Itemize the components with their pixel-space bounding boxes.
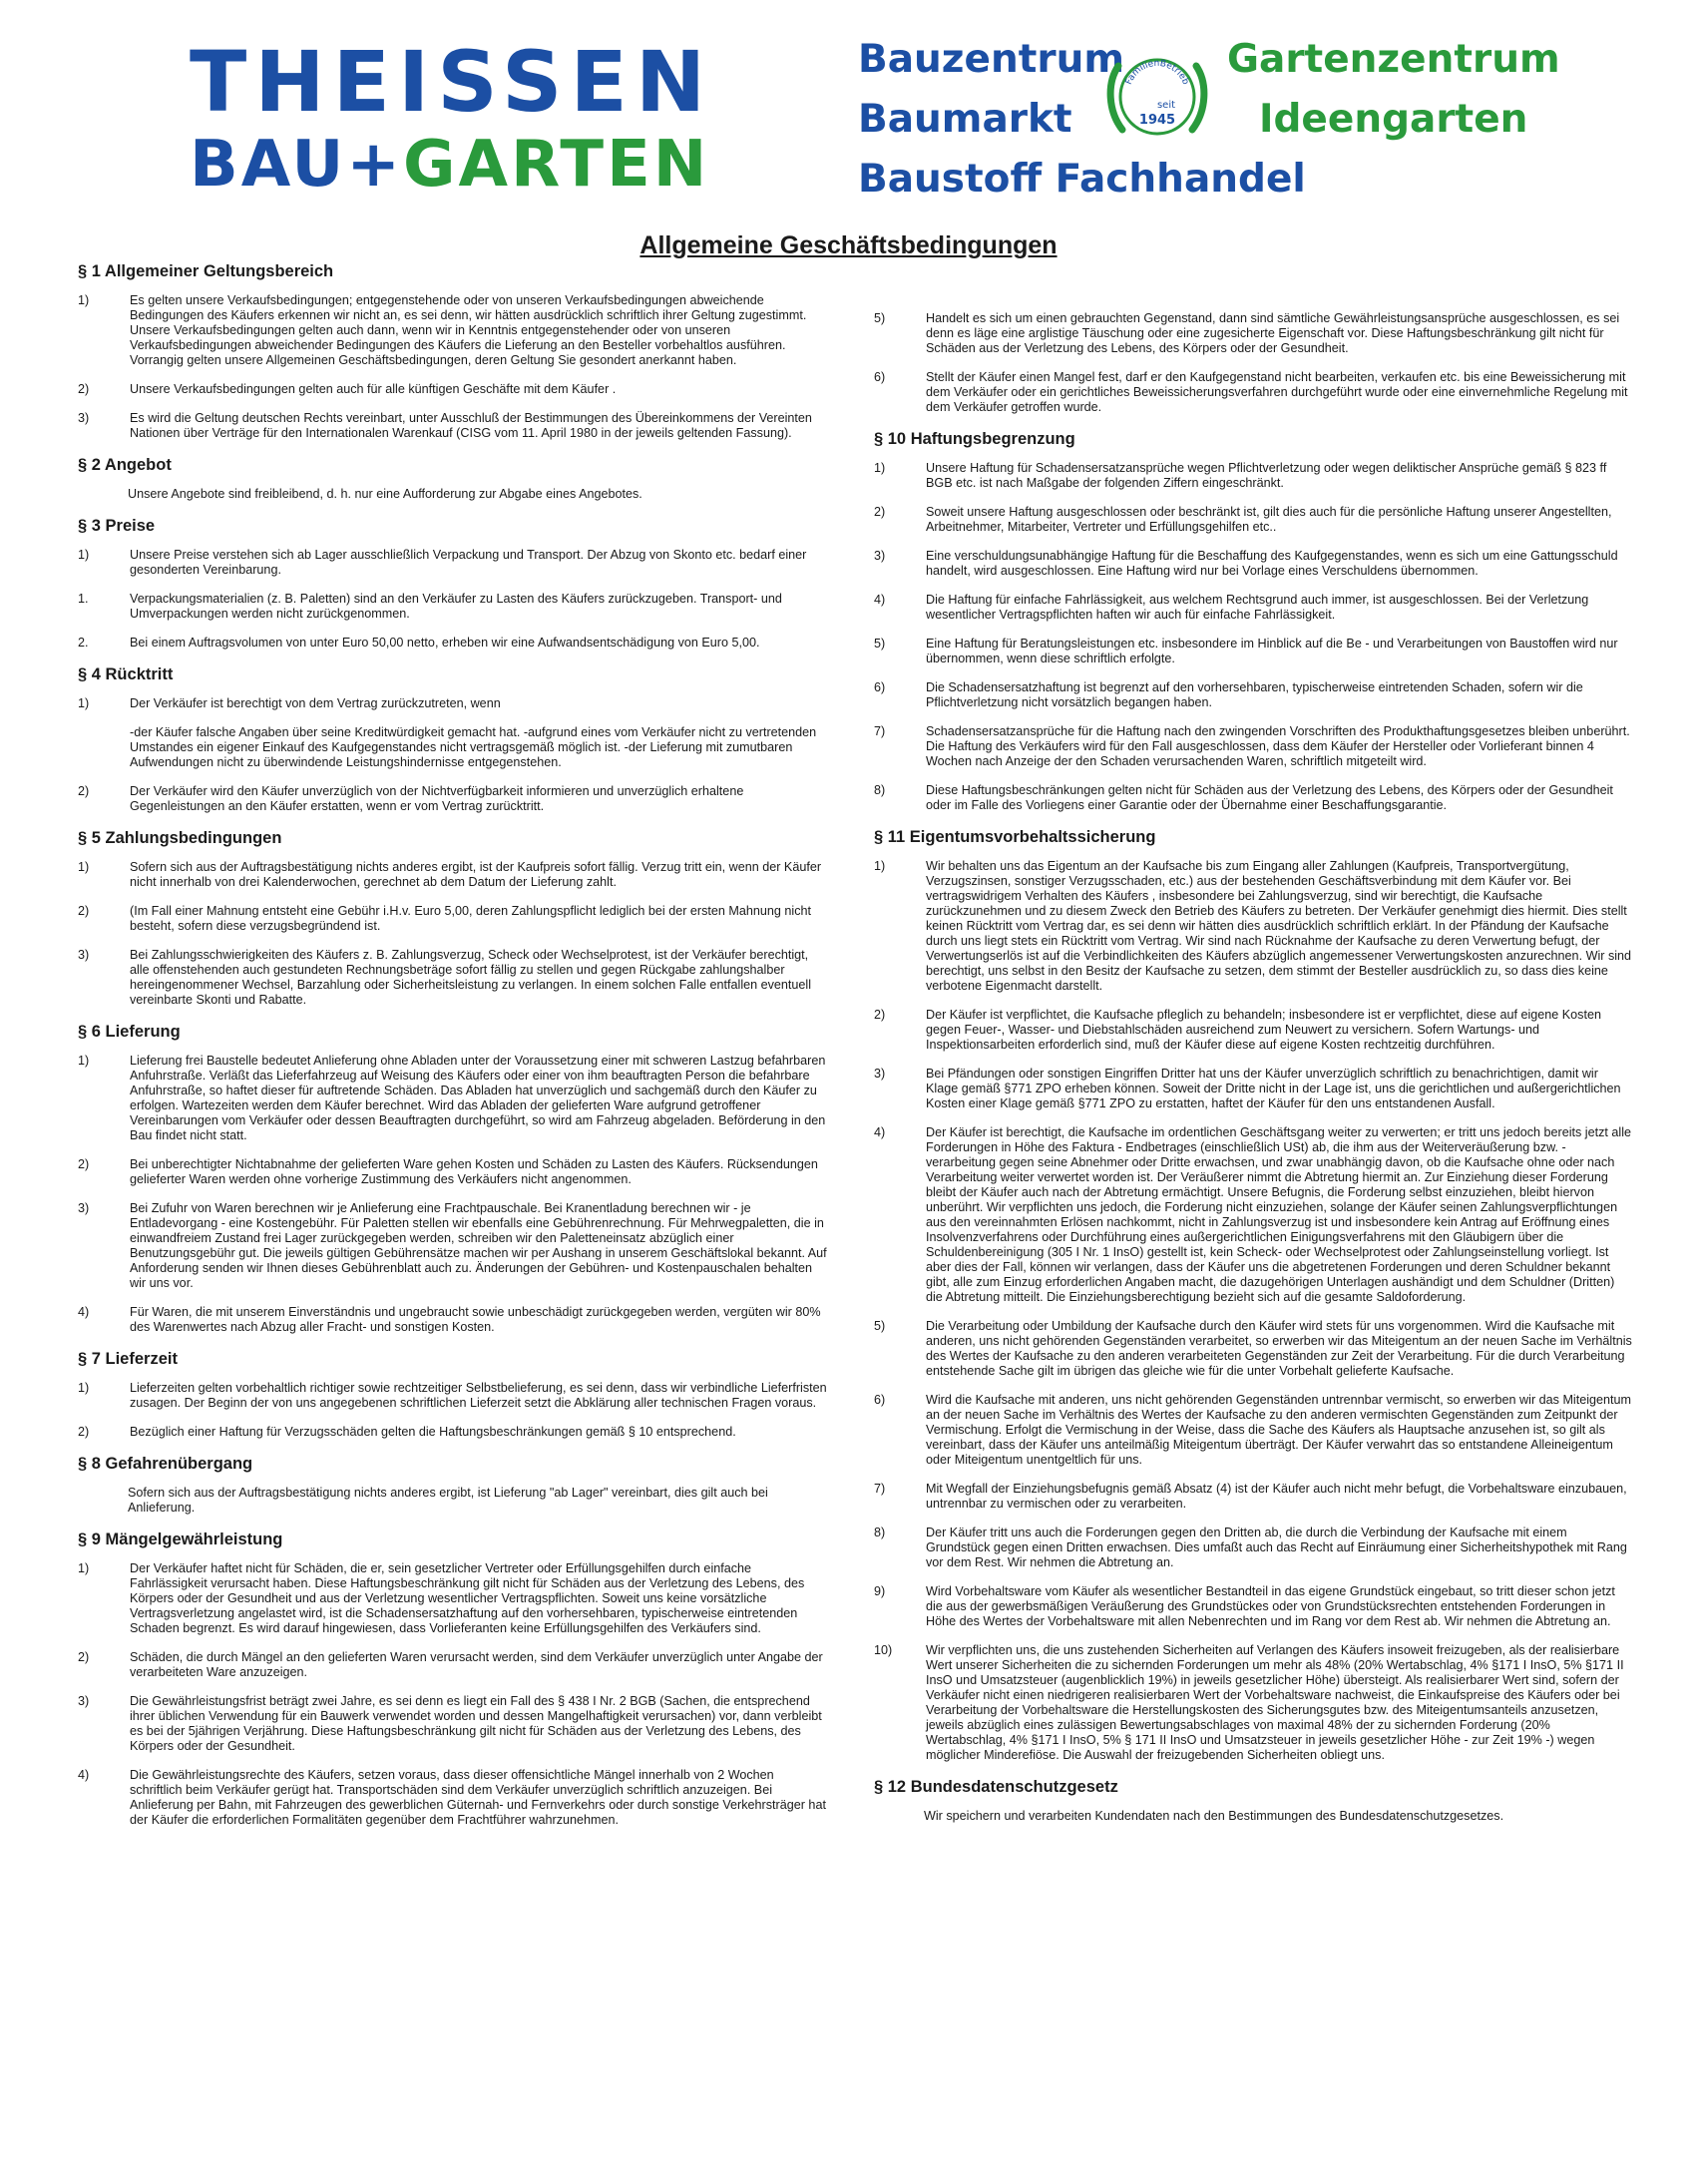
clause-text: Bei Zufuhr von Waren berechnen wir je Anlieferung eine Frachtpauschale. Bei Kranentladung berechnen wir - je Entladevorgang - eine Kostengebühr. Für Paletten stellen wir ebenfalls eine Gebührenrechnung. Für Mehrwegpaletten, die in einwandfreiem Zustand frei Lager zurückgegeben werden, schreiben wir den Paletteneinsatz abzüglich einer Benutzungsgebühr gut. Die jeweils gültigen Gebührensätze machen wir per Aushang in unserem Geschäftslokal bekannt. Auf Anforderung senden wir Ihnen dieses Gebührenblatt auch zu. Änderungen der Gebühren- und Kostenpauschalen behalten wir uns vor.	[130, 1201, 827, 1290]
document-title: Allgemeine Geschäftsbedingungen	[639, 231, 1058, 259]
clause-text: -der Käufer falsche Angaben über seine Kreditwürdigkeit gemacht hat. -aufgrund eines vom Verkäufer nicht zu vertretenden Umstandes ein eigener Einkauf des Kaufgegenstandes nicht vertragsgemäß möglich ist. -der Lieferung mit zumutbaren Aufwendungen nicht zu überwindende Leistungshindernisse entgegenstehen.	[130, 725, 817, 769]
clause-text: Wird die Kaufsache mit anderen, uns nicht gehörenden Gegenständen untrennbar vermischt, so erwerben wir das Miteigentum an der neuen Sache im Verhältnis des Wertes der Kaufsache zu den anderen vermischten Gegenständen zum Zeitpunkt der Vermischung. Erfolgt die Vermischung in der Weise, dass die Sache des Käufers als Hauptsache anzusehen ist, so gilt als vereinbart, dass der Käufer uns anteilmäßig Miteigentum überträgt. Der Käufer verwahrt das so entstandene Alleineigentum oder Miteigentum unentgeltlich für uns.	[926, 1393, 1632, 1467]
header-right-lines	[1227, 30, 1560, 150]
clause-number: 5)	[874, 637, 886, 651]
clause-text: Bei einem Auftragsvolumen von unter Euro 50,00 netto, erheben wir eine Aufwandsentschädigung von Euro 5,00.	[130, 636, 760, 650]
section-text: Wir speichern und verarbeiten Kundendaten nach den Bestimmungen des Bundesdatenschutzgesetzes.	[924, 1809, 1504, 1823]
seal-top-text: FamilienBetrieb	[1123, 58, 1191, 87]
clause-item	[78, 948, 829, 1008]
clause-number	[78, 725, 130, 770]
clause-number: 9)	[874, 1584, 886, 1598]
clause-item	[78, 1768, 829, 1828]
clause-item	[874, 370, 1632, 415]
clause-item	[874, 1526, 1632, 1570]
clause-text: Der Verkäufer wird den Käufer unverzüglich von der Nichtverfügbarkeit informieren und unverzüglich erhaltene Gegenleistungen an den Käufer erstatten, wenn er vom Vertrag zurücktritt.	[130, 784, 744, 813]
clause-text: Mit Wegfall der Einziehungsbefugnis gemäß Absatz (4) ist der Käufer auch nicht mehr befugt, die Vorbehaltsware einzubauen, untrennbar zu vermischen oder zu verarbeiten.	[926, 1482, 1627, 1511]
clause-text: Stellt der Käufer einen Mangel fest, darf er den Kaufgegenstand nicht bearbeiten, verkaufen etc. bis eine Beweissicherung mit dem Verkäufer oder ein gerichtliches Beweissicherungsverfahren durchgeführt wurde oder eine einvernehmliche Regelung mit dem Verkäufer getroffen wurde.	[926, 370, 1628, 414]
clause-item	[78, 904, 829, 934]
section-text: Unsere Angebote sind freibleibend, d. h. nur eine Aufforderung zur Abgabe eines Angebotes.	[128, 487, 642, 501]
clause-item	[874, 680, 1632, 710]
clause-item	[874, 549, 1632, 579]
clause-text: Wird Vorbehaltsware vom Käufer als wesentlicher Bestandteil in das eigene Grundstück eingebaut, so tritt dieser schon jetzt die aus der gewerbsmäßigen Veräußerung des Grundstückes oder von Grundstücksrechten entstehenden Forderungen in Höhe des Wertes der Vorbehaltsware mit allen Nebenrechten und im Rang vor dem Rest ab. Wir nehmen die Abtretung an.	[926, 1584, 1615, 1628]
clause-number: 7)	[874, 724, 886, 738]
clause-item	[874, 1393, 1632, 1468]
right-column	[874, 261, 1632, 1838]
clause-item	[874, 311, 1632, 356]
clause-number: 7)	[874, 1482, 886, 1496]
clause-item	[78, 636, 829, 651]
clause-text: Diese Haftungsbeschränkungen gelten nicht für Schäden aus der Verletzung des Lebens, des Körpers oder der Gesundheit oder im Falle des Vorliegens einer Garantie oder der Übernahme einer Beschaffungsgarantie.	[926, 783, 1613, 812]
clause-number: 1)	[874, 859, 886, 873]
clause-number: 8)	[874, 783, 886, 797]
section	[874, 1777, 1632, 1824]
clause-number: 2)	[874, 505, 886, 519]
clause-text: Die Gewährleistungsrechte des Käufers, setzen voraus, dass dieser offensichtliche Mängel innerhalb von 2 Wochen schriftlich beim Verkäufer gerügt hat. Transportschäden sind dem Verkäufer unverzüglich schriftlich anzuzeigen. Bei Anlieferung per Bahn, mit Fahrzeugen des gewerblichen Güternah- und Fernverkehrs oder durch sonstige Verkehrsträger hat der Käufer die erforderlichen Formalitäten gegenüber dem Frachtführer wahrzunehmen.	[130, 1768, 826, 1827]
clause-text: Der Käufer tritt uns auch die Forderungen gegen den Dritten ab, die durch die Verbindung der Kaufsache mit einem Grundstück gegen einen Dritten erwachsen. Dies umfaßt auch das Recht auf Einräumung einer Sicherheitshypothek mit Rang vor dem Rest. Wir nehmen die Abtretung an.	[926, 1526, 1627, 1569]
clause-number: 5)	[874, 1319, 886, 1333]
clause-item	[78, 725, 829, 770]
seal-year-text: 1945	[1138, 113, 1176, 128]
section	[78, 1529, 829, 1828]
clause-item	[78, 1054, 829, 1143]
clause-text: Die Haftung für einfache Fahrlässigkeit, aus welchem Rechtsgrund auch immer, ist ausgeschlossen. Bei der Verletzung wesentlicher Vertragspflichten haften wir auch für einfache Fahrlässigkeit.	[926, 593, 1589, 622]
clause-text: Der Verkäufer haftet nicht für Schäden, die er, sein gesetzlicher Vertreter oder Erfüllungsgehilfen durch einfache Fahrlässigkeit verursacht haben. Diese Haftungsbeschränkung gilt nicht für Schäden aus der Verletzung des Lebens, des Körpers oder der Gesundheit und aus der Verletzung wesentlicher Vertragspflichten. Soweit uns keine vorsätzliche Vertragsverletzung angelastet wird, ist die Schadensersatzhaftung auf den vorhersehbaren, typischerweise eintretenden Schaden begrenzt. Es wird darauf hingewiesen, dass Vorlieferanten keine Erfüllungsgehilfen des Verkäufers sind.	[130, 1561, 805, 1635]
clause-text: Es gelten unsere Verkaufsbedingungen; entgegenstehende oder von unseren Verkaufsbedingungen abweichende Bedingungen des Käufers erkennen wir nicht an, es sei denn, wir hätten ausdrücklich schriftlich ihrer Geltung zugestimmt. Unsere Verkaufsbedingungen gelten auch dann, wenn wir in Kenntnis entgegenstehender oder von unseren Verkaufsbedingungen abweichender Bedingungen des Käufers die Lieferung an den Besteller vorbehaltlos ausführen. Vorrangig gelten unsere Allgemeinen Geschäftsbedingungen, deren Geltung Sie gesondert anerkannt haben.	[130, 293, 807, 367]
clause-text: Die Schadensersatzhaftung ist begrenzt auf den vorhersehbaren, typischerweise eintretenden Schaden, sofern wir die Pflichtverletzung nicht vorsätzlich begangen haben.	[926, 680, 1583, 709]
clause-text: Für Waren, die mit unserem Einverständnis und ungebraucht sowie unbeschädigt zurückgegeben werden, vergüten wir 80% des Warenwertes nach Abzug aller Fracht- und sonstigen Kosten.	[130, 1305, 821, 1334]
clause-item	[874, 859, 1632, 994]
clause-item	[78, 784, 829, 814]
clause-text: Schäden, die durch Mängel an den gelieferten Waren verursacht werden, sind dem Verkäufer unverzüglich unter Angabe der verarbeiteten Ware anzuzeigen.	[130, 1650, 823, 1679]
clause-item	[78, 696, 829, 711]
clause-number: 4)	[874, 593, 886, 607]
clause-text: Der Verkäufer ist berechtigt von dem Vertrag zurückzutreten, wenn	[130, 696, 501, 710]
brand-garten: GARTEN	[402, 128, 710, 202]
clause-number: 3)	[78, 1201, 90, 1215]
clause-number: 2)	[78, 904, 90, 918]
clause-item	[874, 637, 1632, 666]
clause-item	[874, 1125, 1632, 1305]
clause-text: Es wird die Geltung deutschen Rechts vereinbart, unter Ausschluß der Bestimmungen des Übereinkommens der Vereinten Nationen über Verträge für den Internationalen Warenkauf (CISG vom 11. April 1980 in der jeweils geltenden Fassung).	[130, 411, 812, 440]
brand-name: THEISSEN	[190, 33, 714, 131]
clause-text: Eine Haftung für Beratungsleistungen etc. insbesondere im Hinblick auf die Be - und Verarbeitungen von Baustoffen wird nur übernommen, wenn diese schriftlich erfolgte.	[926, 637, 1618, 665]
left-column	[78, 261, 829, 1842]
clause-text: Unsere Verkaufsbedingungen gelten auch für alle künftigen Geschäfte mit dem Käufer .	[130, 382, 617, 396]
clause-number: 4)	[78, 1768, 90, 1782]
section	[874, 827, 1632, 1763]
clause-item	[874, 461, 1632, 491]
clause-number: 3)	[874, 549, 886, 563]
clause-number: 5)	[874, 311, 886, 325]
section	[78, 828, 829, 1008]
clause-number: 1)	[874, 461, 886, 475]
section	[78, 261, 829, 441]
section-heading: § 8 Gefahrenübergang	[78, 1455, 253, 1473]
clause-item	[874, 1584, 1632, 1629]
section	[78, 516, 829, 651]
clause-number: 1.	[78, 592, 89, 606]
clause-text: Der Käufer ist verpflichtet, die Kaufsache pfleglich zu behandeln; insbesondere ist er verpflichtet, diese auf eigene Kosten gegen Feuer-, Wasser- und Diebstahlschäden ausreichend zum Neuwert zu versichern. Sofern Wartungs- und Inspektionsarbeiten erforderlich sind, muß der Käufer diese auf eigene Kosten rechtzeitig durchführen.	[926, 1008, 1601, 1052]
clause-text: Unsere Haftung für Schadensersatzansprüche wegen Pflichtverletzung oder wegen deliktischer Ansprüche gemäß § 823 ff BGB etc. ist nach Maßgabe der folgenden Ziffern eingeschränkt.	[926, 461, 1607, 490]
clause-number: 6)	[874, 370, 886, 384]
section	[874, 429, 1632, 813]
clause-number: 1)	[78, 1561, 90, 1575]
clause-number: 2)	[874, 1008, 886, 1022]
clause-item	[78, 592, 829, 622]
clause-number: 3)	[78, 411, 90, 425]
right-lead-items	[874, 311, 1632, 415]
section-text: Sofern sich aus der Auftragsbestätigung nichts anderes ergibt, ist Lieferung "ab Lager" vereinbart, dies gilt auch bei Anlieferung.	[128, 1486, 768, 1515]
clause-number: 2)	[78, 1425, 90, 1439]
clause-number: 4)	[874, 1125, 886, 1139]
header-left-line: Baustoff Fachhandel	[858, 157, 1306, 202]
section	[78, 455, 829, 502]
clause-number: 1)	[78, 860, 90, 874]
section-heading: § 10 Haftungsbegrenzung	[874, 430, 1075, 448]
clause-item	[874, 1643, 1632, 1763]
clause-text: Die Gewährleistungsfrist beträgt zwei Jahre, es sei denn es liegt ein Fall des § 438 I Nr. 2 BGB (Sachen, die entsprechend ihrer üblichen Verwendung für ein Bauwerk verwendet worden und dessen Mangelhaftigkeit verursachen) vor, dann verbleibt es bei der 5jährigen Verjährung. Diese Haftungsbeschränkung gilt nicht für Schäden aus der Verletzung des Lebens, des Körpers oder der Gesundheit.	[130, 1694, 822, 1753]
header-left-line: Bauzentrum	[858, 37, 1125, 82]
clause-number: 2)	[78, 382, 90, 396]
clause-text: Sofern sich aus der Auftragsbestätigung nichts anderes ergibt, ist der Kaufpreis sofort fällig. Verzug tritt ein, wenn der Käufer nicht innerhalb von drei Kalenderwochen, gerechnet ab dem Datum der Lieferung zahlt.	[130, 860, 822, 889]
clause-text: Bei Zahlungsschwierigkeiten des Käufers z. B. Zahlungsverzug, Scheck oder Wechselprotest, ist der Verkäufer berechtigt, alle offenstehenden auch gestundeten Rechnungsbeträge sofort fällig zu stellen und gegen Rückgabe zahlungshalber hereingenommener Wechsel, Barzahlung oder Sicherheitsleistung zu verlangen. In einem solchen Falle entfallen eventuell vereinbarte Skonti und Rabatte.	[130, 948, 812, 1007]
clause-number: 6)	[874, 1393, 886, 1407]
header-right-line: Gartenzentrum	[1227, 37, 1560, 82]
clause-text: Unsere Preise verstehen sich ab Lager ausschließlich Verpackung und Transport. Der Abzug von Skonto etc. bedarf einer gesonderten Vereinbarung.	[130, 548, 807, 577]
clause-text: Lieferung frei Baustelle bedeutet Anlieferung ohne Abladen unter der Voraussetzung einer mit schweren Lastzug befahrbaren Anfuhrstraße. Verläßt das Lieferfahrzeug auf Weisung des Käufers oder einer von ihm beauftragten Person die befahrbare Anfuhrstraße, so haftet dieser für auftretende Schäden. Das Abladen hat unverzüglich und sachgemäß durch den Käufer zu erfolgen. Wartezeiten werden dem Käufer berechnet. Wird das Abladen der gelieferten Ware aufgrund getroffener Vereinbarungen vom Verkäufer oder dessen Beauftragten durchgeführt, so wird am Fahrzeug abgeladen. Beförderung in den Bau findet nicht statt.	[130, 1054, 826, 1142]
clause-item	[874, 783, 1632, 813]
clause-number: 3)	[78, 1694, 90, 1708]
clause-item	[874, 1319, 1632, 1379]
clause-number: 8)	[874, 1526, 886, 1539]
clause-text: Schadensersatzansprüche für die Haftung nach den zwingenden Vorschriften des Produkthaftungsgesetzes bleiben unberührt. Die Haftung des Verkäufers wird für den Fall ausgeschlossen, dass dem Käufer der Hersteller oder Vorlieferant binnen 4 Wochen nach Anzeige der den Schaden verursachenden Waren, schriftlich mitgeteilt wird.	[926, 724, 1630, 768]
clause-number: 1)	[78, 293, 90, 307]
section-heading: § 12 Bundesdatenschutzgesetz	[874, 1778, 1118, 1796]
section-heading: § 6 Lieferung	[78, 1023, 181, 1041]
header-left-line: Baumarkt	[858, 97, 1072, 142]
clause-number: 1)	[78, 548, 90, 562]
clause-text: Verpackungsmaterialien (z. B. Paletten) sind an den Verkäufer zu Lasten des Käufers zurückzugeben. Transport- und Umverpackungen werden nicht zurückgenommen.	[130, 592, 782, 621]
clause-text: Die Verarbeitung oder Umbildung der Kaufsache durch den Käufer wird stets für uns vorgenommen. Wird die Kaufsache mit anderen, uns nicht gehörenden Gegenständen verarbeitet, so erwerben wir das Miteigentum an der neuen Sache im Verhältnis des Wertes der Kaufsache zu den anderen verarbeiteten Gegenständen zur Zeit der Verarbeitung. Für die durch Verarbeitung entstehende Sache gilt im übrigen das gleiche wie für die unter Vorbehalt gelieferte Kaufsache.	[926, 1319, 1632, 1378]
clause-number: 1)	[78, 1054, 90, 1068]
clause-item	[78, 293, 829, 368]
clause-number: 6)	[874, 680, 886, 694]
clause-item	[874, 1067, 1632, 1111]
brand-subline	[190, 130, 803, 200]
section-heading: § 1 Allgemeiner Geltungsbereich	[78, 262, 334, 280]
clause-number: 1)	[78, 696, 90, 710]
clause-text: Handelt es sich um einen gebrauchten Gegenstand, dann sind sämtliche Gewährleistungsansprüche ausgeschlossen, es sei denn es läge eine arglistige Täuschung oder eine zugesicherte Eigenschaft vor. Diese Haftungsbeschränkung gilt nicht für Schäden aus der Verletzung des Lebens, des Körpers oder der Gesundheit.	[926, 311, 1620, 355]
family-business-seal-icon	[1102, 42, 1212, 152]
section-heading: § 4 Rücktritt	[78, 665, 174, 683]
header-right-line: Ideengarten	[1259, 97, 1528, 142]
clause-item	[874, 1482, 1632, 1512]
clause-item	[78, 1157, 829, 1187]
clause-number: 2)	[78, 1650, 90, 1664]
clause-text: Lieferzeiten gelten vorbehaltlich richtiger sowie rechtzeitiger Selbstbelieferung, es sei denn, dass wir verbindliche Lieferfristen zusagen. Der Beginn der von uns angegebenen schriftlichen Lieferzeit setzt die Abklärung aller technischen Fragen voraus.	[130, 1381, 827, 1410]
clause-text: (Im Fall einer Mahnung entsteht eine Gebühr i.H.v. Euro 5,00, deren Zahlungspflicht lediglich bei der ersten Mahnung nicht besteht, sofern diese verzugsbegründend ist.	[130, 904, 812, 933]
section	[78, 664, 829, 814]
clause-item	[874, 724, 1632, 769]
clause-item	[874, 593, 1632, 623]
clause-item	[78, 1381, 829, 1411]
clause-number: 2)	[78, 1157, 90, 1171]
clause-item	[78, 1650, 829, 1680]
clause-item	[874, 1008, 1632, 1053]
clause-text: Eine verschuldungsunabhängige Haftung für die Beschaffung des Kaufgegenstandes, wenn es sich um eine Gattungsschuld handelt, wird ausgeschlossen. Eine Haftung wird nur bei Vorlage eines Verschuldens übernommen.	[926, 549, 1618, 578]
clause-number: 2)	[78, 784, 90, 798]
clause-text: Wir verpflichten uns, die uns zustehenden Sicherheiten auf Verlangen des Käufers insoweit freizugeben, als der realisierbare Wert unserer Sicherheiten die zu sichernden Forderungen um mehr als 48% (20% Wertabschlag, 4% §171 I InsO, 5% §171 II InsO und Umsatzsteuer (augenblicklich 19%) in jeweils gesetzlicher Höhe) übersteigt. Als realisierbarer Wert sind, sofern der Verkäufer nicht einen niedrigeren realisierbaren Wert der Vorbehaltsware nachweist, die Einkaufspreise des Käufers oder bei Verarbeitung der Vorbehaltsware die Herstellungskosten des Sicherungsgutes bzw. des Miteigentumsanteils anzusetzen, jeweils abzüglich eines zulässigen Bewertungsabschlages von maximal 48% der zu sichernden Forderung (20% Wertabschlag, 4% §171 I InsO, 5% § 171 II InsO und Umsatzsteuer in jeweils gesetzlicher Höhe - zur Zeit 19% -) wegen möglicher Minderefiöse. Die Auswahl der freizugebenden Sicherheiten obliegt uns.	[926, 1643, 1624, 1762]
clause-number: 3)	[874, 1067, 886, 1081]
clause-number: 1)	[78, 1381, 90, 1395]
section	[78, 1454, 829, 1516]
clause-number: 2.	[78, 636, 89, 650]
clause-number: 3)	[78, 948, 90, 962]
clause-number: 10)	[874, 1643, 893, 1657]
clause-text: Wir behalten uns das Eigentum an der Kaufsache bis zum Eingang aller Zahlungen (Kaufpreis, Transportvergütung, Verzugszinsen, sonstiger Verzugsschaden, etc.) aus der bestehenden Geschäftsverbindung mit dem Käufer vor. Bei vertragswidrigem Verhalten des Käufers , insbesondere bei Zahlungsverzug, sind wir berechtigt, die Kaufsache zurückzunehmen und zu diesem Zweck den Betrieb des Käufers zu betreten. Der Verkäufer genehmigt dies hiermit. Dies stellt keinen Rücktritt vom Vertrag dar, es sei denn wir hätten dies ausdrücklich schriftlich erklärt. In der Pfändung der Kaufsache durch uns liegt stets ein Rücktritt vom Vertrag. Wir sind nach Rücknahme der Kaufsache zu deren Verwertung befugt, der Verwertungserlös ist auf die Verbindlichkeiten des Käufers abzüglich angemessener Verwertungskosten anzurechnen. Wir sind berechtigt, uns selbst in den Besitz der Kaufsache zu setzen, dem stimmt der Besteller ausdrücklich zu, so dass dies keine verbotene Eigenmacht darstellt.	[926, 859, 1632, 993]
clause-item	[78, 1561, 829, 1636]
clause-item	[78, 1305, 829, 1335]
clause-item	[78, 382, 829, 397]
clause-item	[78, 1201, 829, 1291]
clause-item	[78, 860, 829, 890]
theissen-logo	[190, 34, 803, 204]
brand-bau: BAU+	[190, 128, 403, 202]
clause-item	[78, 1425, 829, 1440]
letterhead	[0, 0, 1697, 219]
section	[78, 1349, 829, 1440]
clause-item	[78, 1694, 829, 1754]
section-heading: § 5 Zahlungsbedingungen	[78, 829, 282, 847]
seal-mid-text: seit	[1156, 100, 1176, 111]
clause-text: Der Käufer ist berechtigt, die Kaufsache im ordentlichen Geschäftsgang weiter zu verwerten; er tritt uns jedoch bereits jetzt alle Forderungen in Höhe des Faktura - Endbetrages (einschließlich USt) ab, die ihm aus der Weiterveräußerung bzw. - verarbeitung gegen seine Abnehmer oder Dritte erwachsen, und zwar unabhängig davon, ob die Kaufsache ohne oder nach Verarbeitung weiter verwertet worden ist. Der Veräußerer nimmt die Abtretung hiermit an. Zur Einziehung dieser Forderung bleibt der Käufer auch nach der Abtretung ermächtigt. Unsere Befugnis, die Forderung selbst einzuziehen, bleibt hiervon unberührt. Wir verpflichten uns jedoch, die Forderung nicht einzuziehen, solange der Käufer seinen Zahlungsverpflichtungen aus den vereinnahmten Erlösen nachkommt, nicht in Zahlungsverzug ist und insbesondere kein Antrag auf Eröffnung eines Insolvenzverfahrens oder Durchführung eines außergerichtlichen Einigungsverfahrens mit den Gläubigern über die Schuldenbereinigung (305 I Nr. 1 InsO) gestellt ist, kein Scheck- oder Wechselprotest oder Zahlungseinstellung vorliegt. Ist aber dies der Fall, können wir verlangen, dass der Käufer uns die abgetretenen Forderungen und deren Schuldner bekannt gibt, alle zum Einzug erforderlichen Angaben macht, die dazugehörigen Unterlagen aushändigt und dem Schuldner (Dritten) die Abtretung mitteilt. Die Einziehungsberechtigung bezieht sich auf die gesamte Saldoforderung.	[926, 1125, 1632, 1304]
section-heading: § 3 Preise	[78, 517, 156, 535]
right-sections	[874, 429, 1632, 1824]
section-heading: § 9 Mängelgewährleistung	[78, 1530, 283, 1548]
section	[78, 1022, 829, 1335]
clause-text: Bezüglich einer Haftung für Verzugsschäden gelten die Haftungsbeschränkungen gemäß § 10 entsprechend.	[130, 1425, 736, 1439]
clause-text: Soweit unsere Haftung ausgeschlossen oder beschränkt ist, gilt dies auch für die persönliche Haftung unserer Angestellten, Arbeitnehmer, Mitarbeiter, Vertreter und Erfüllungsgehilfen etc..	[926, 505, 1612, 534]
clause-item	[78, 411, 829, 441]
clause-text: Bei Pfändungen oder sonstigen Eingriffen Dritter hat uns der Käufer unverzüglich schriftlich zu benachrichtigen, damit wir Klage gemäß §771 ZPO erheben können. Soweit der Dritte nicht in der Lage ist, uns die gerichtlichen und außergerichtlichen Kosten einer Klage gemäß §771 ZPO zu erstatten, haftet der Käufer für den uns entstandenen Ausfall.	[926, 1067, 1621, 1110]
clause-item	[78, 548, 829, 578]
section-heading: § 11 Eigentumsvorbehaltssicherung	[874, 828, 1156, 846]
section-heading: § 2 Angebot	[78, 456, 172, 474]
clause-text: Bei unberechtigter Nichtabnahme der gelieferten Ware gehen Kosten und Schäden zu Lasten des Käufers. Rücksendungen gelieferter Waren werden ohne vorherige Zustimmung des Verkäufers nicht angenommen.	[130, 1157, 818, 1186]
clause-item	[874, 505, 1632, 535]
clause-number: 4)	[78, 1305, 90, 1319]
section-heading: § 7 Lieferzeit	[78, 1350, 178, 1368]
